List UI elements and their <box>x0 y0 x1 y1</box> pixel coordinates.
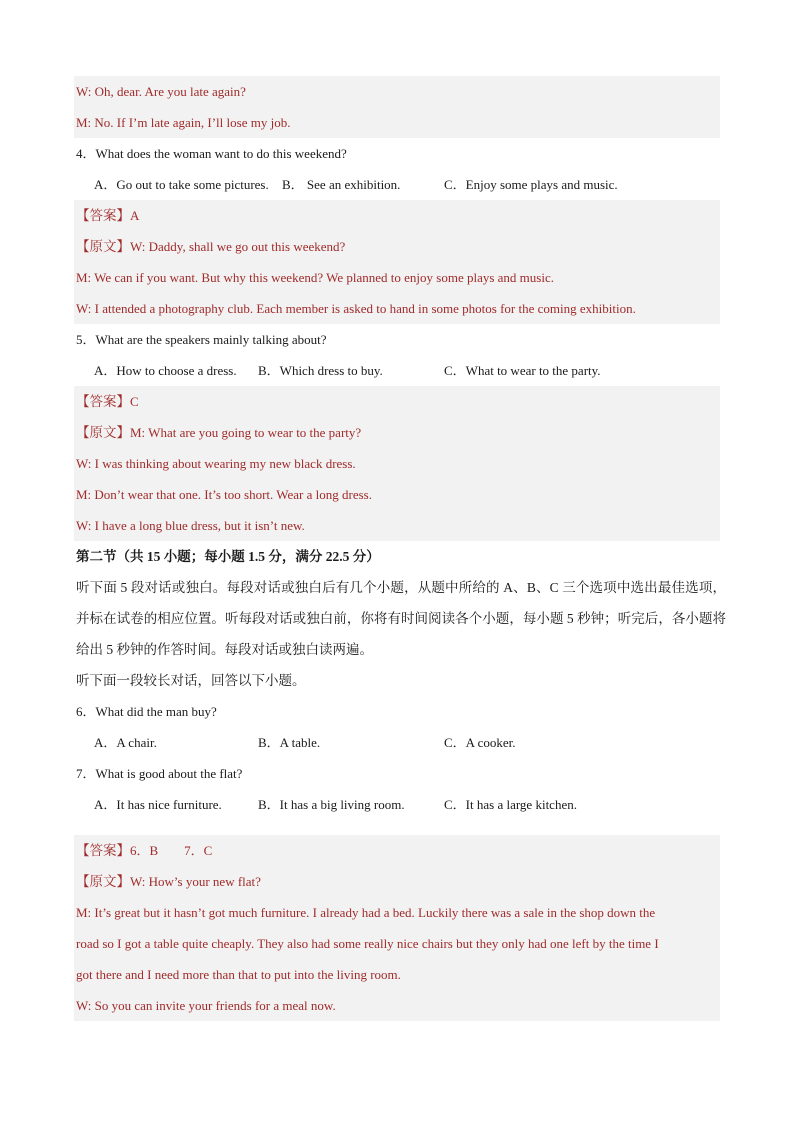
question-4: 4．What does the woman want to do this weekend? <box>76 146 347 161</box>
transcript-line: got there and I need more than that to put into the living room. <box>74 959 720 990</box>
option-a: A．A chair. <box>94 735 157 750</box>
option-a: A．How to choose a dress. <box>94 363 237 378</box>
section-lead: 听下面一段较长对话，回答以下小题。 <box>76 673 306 688</box>
option-c: C．Enjoy some plays and music. <box>444 177 618 192</box>
answer-line <box>74 386 720 417</box>
answer-value: C <box>130 394 139 409</box>
answer-line <box>74 835 720 866</box>
transcript-tag: 【原文】 <box>76 874 130 889</box>
spacer <box>74 820 720 835</box>
section-heading: 第二节（共 15 小题；每小题 1.5 分，满分 22.5 分） <box>76 549 380 564</box>
option-c: C．What to wear to the party. <box>444 363 601 378</box>
question-7: 7．What is good about the flat? <box>76 766 243 781</box>
transcript-line: M: We can if you want. But why this weekend? We planned to enjoy some plays and music. <box>74 262 720 293</box>
option-a: A．It has nice furniture. <box>94 797 222 812</box>
document-page <box>74 76 726 1021</box>
transcript-text: M: What are you going to wear to the party? <box>130 425 362 440</box>
answer-tag: 【答案】 <box>76 394 130 409</box>
option-b: B．A table. <box>258 735 321 750</box>
transcript-line: W: I was thinking about wearing my new black dress. <box>74 448 720 479</box>
transcript-line <box>74 866 720 897</box>
transcript-line: M: No. If I’m late again, I’ll lose my job. <box>74 107 720 138</box>
section-instructions: 听下面 5 段对话或独白。每段对话或独白后有几个小题，从题中所给的 A、B、C 三个选项中选出最佳选项，并标在试卷的相应位置。听每段对话或独白前，你将有时间阅读各个小题，每小题 5 秒钟；听完后，各小题将给出 5 秒钟的作答时间。每段对话或独白读两遍。 <box>76 580 726 657</box>
option-c: C．It has a large kitchen. <box>444 797 577 812</box>
question-5: 5．What are the speakers mainly talking about? <box>76 332 327 347</box>
answer-value: 6．B 7．C <box>130 843 213 858</box>
option-b: B．It has a big living room. <box>258 797 405 812</box>
option-a: A．Go out to take some pictures. <box>94 177 269 192</box>
transcript-tag: 【原文】 <box>76 425 130 440</box>
question-4-options <box>74 169 720 200</box>
answer-value: A <box>130 208 140 223</box>
transcript-line: W: I attended a photography club. Each member is asked to hand in some photos for the coming exhibition. <box>74 293 720 324</box>
answer-tag: 【答案】 <box>76 843 130 858</box>
transcript-line <box>74 231 720 262</box>
answer-line <box>74 200 720 231</box>
question-6: 6．What did the man buy? <box>76 704 217 719</box>
transcript-text: W: How’s your new flat? <box>130 874 261 889</box>
transcript-tag: 【原文】 <box>76 239 130 254</box>
question-6-options <box>74 727 720 758</box>
option-b: B． See an exhibition. <box>282 177 401 192</box>
question-5-options <box>74 355 720 386</box>
transcript-line: W: So you can invite your friends for a meal now. <box>74 990 720 1021</box>
option-b: B．Which dress to buy. <box>258 363 383 378</box>
transcript-line: M: Don’t wear that one. It’s too short. Wear a long dress. <box>74 479 720 510</box>
transcript-line <box>74 417 720 448</box>
option-c: C．A cooker. <box>444 735 516 750</box>
transcript-line: W: I have a long blue dress, but it isn’t new. <box>74 510 720 541</box>
transcript-text: W: Daddy, shall we go out this weekend? <box>130 239 346 254</box>
answer-tag: 【答案】 <box>76 208 130 223</box>
transcript-line: W: Oh, dear. Are you late again? <box>74 76 720 107</box>
question-7-options <box>74 789 720 820</box>
transcript-line: M: It’s great but it hasn’t got much furniture. I already had a bed. Luckily there was a sale in the shop down the <box>74 897 720 928</box>
transcript-line: road so I got a table quite cheaply. They also had some really nice chairs but they only had one left by the time I <box>74 928 720 959</box>
